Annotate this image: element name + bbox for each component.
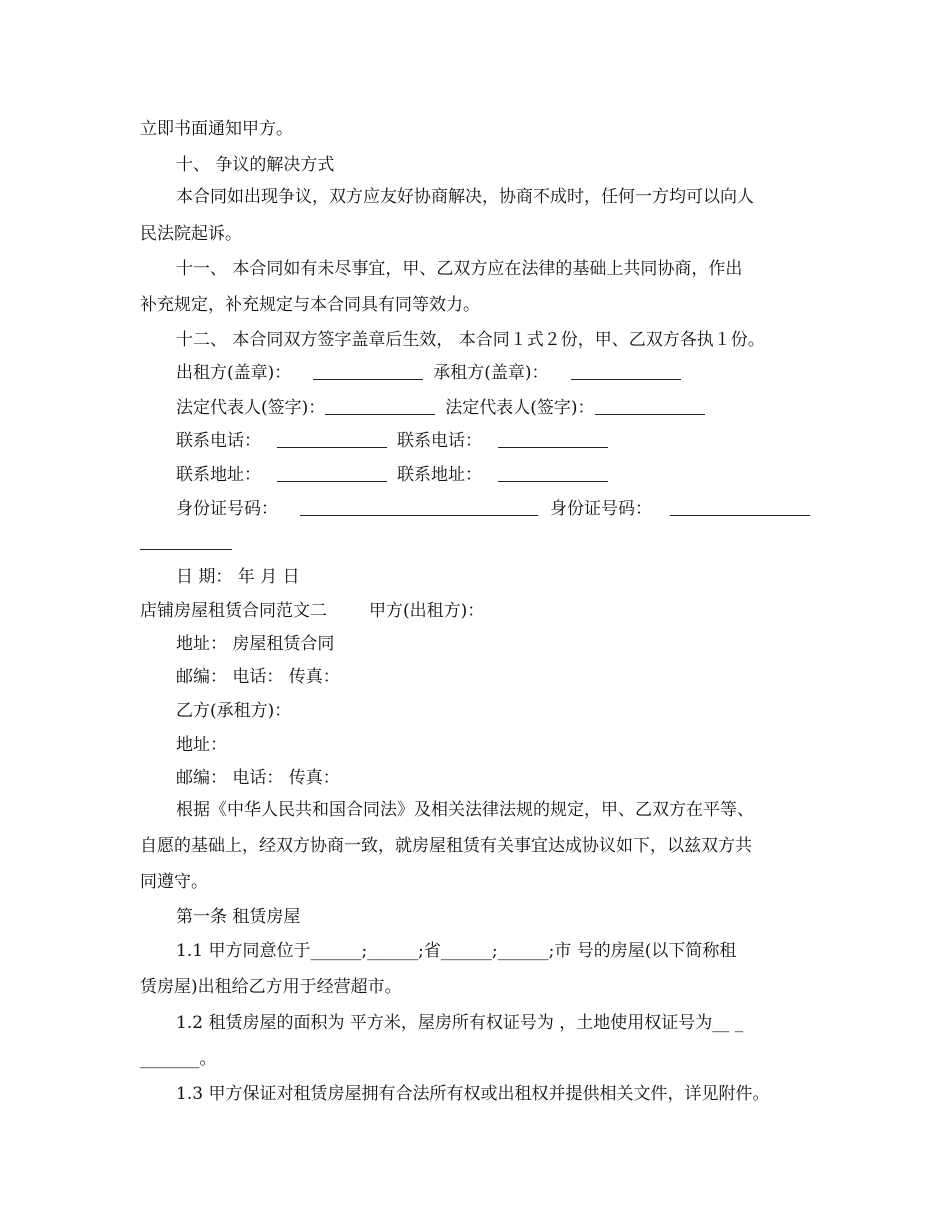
signature-row: [176, 397, 705, 419]
lessor-rep-blank: [325, 398, 435, 415]
section-heading: 十、 争议的解决方式: [176, 155, 335, 175]
lessee-rep-label: 法定代表人(签字)：: [445, 398, 595, 418]
text-line: 自愿的基础上，经双方协商一致，就房屋租赁有关事宜达成协议如下，以兹双方共: [140, 836, 752, 856]
lessee-address-blank: [498, 465, 608, 482]
lessor-phone-label: 联系电话：: [176, 431, 261, 451]
text-line: 同遵守。: [140, 872, 208, 892]
text-line: 1.1 甲方同意位于______;______;省______;______;市 号的房屋(以下简称租: [176, 941, 737, 961]
text-line: 邮编： 电话： 传真：: [176, 768, 340, 788]
text-line: 民法院起诉。: [140, 224, 242, 244]
text-line: 立即书面通知甲方。: [140, 119, 293, 139]
signature-row: [176, 464, 608, 486]
lessor-rep-label: 法定代表人(签字)：: [176, 398, 326, 418]
lessee-phone-blank: [498, 431, 608, 448]
text-line: 十二、 本合同双方签字盖章后生效， 本合同１式２份，甲、乙双方各执１份。: [176, 330, 765, 350]
lessee-seal-blank: [571, 363, 681, 380]
text-line: 1.2 租赁房屋的面积为 平方米，屋房所有权证号为 ，土地使用权证号为__ _: [176, 1013, 744, 1033]
text-line: 1.3 甲方保证对租赁房屋拥有合法所有权或出租权并提供相关文件，详见附件。: [176, 1084, 770, 1104]
text-line: _______。: [140, 1049, 217, 1069]
section-title-row: [140, 600, 484, 622]
lessee-id-label: 身份证号码：: [550, 499, 652, 519]
party-a-label: 甲方(出租方)：: [369, 601, 485, 621]
article-heading: 第一条 租赁房屋: [176, 907, 301, 927]
text-line: 本合同如出现争议，双方应友好协商解决，协商不成时，任何一方均可以向人: [176, 187, 754, 207]
text-line: 赁房屋)出租给乙方用于经营超市。: [140, 977, 402, 997]
contract-title: 店铺房屋租赁合同范文二: [140, 601, 327, 621]
lessor-id-blank: [300, 499, 538, 516]
text-line: 补充规定，补充规定与本合同具有同等效力。: [140, 295, 480, 315]
lessor-address-blank: [277, 465, 387, 482]
lessee-rep-blank: [595, 398, 705, 415]
lessor-seal-label: 出租方(盖章)：: [176, 363, 292, 383]
text-line: 乙方(承租方)：: [176, 701, 292, 721]
date-line: 日 期： 年 月 日: [176, 567, 300, 587]
signature-row: [176, 362, 681, 384]
lessor-id-label: 身份证号码：: [176, 499, 278, 519]
text-line: 邮编： 电话： 传真：: [176, 667, 340, 687]
lessor-phone-blank: [277, 431, 387, 448]
text-line: 十一、 本合同如有未尽事宜，甲、乙双方应在法律的基础上共同协商，作出: [176, 259, 743, 279]
lessee-id-blank: [670, 499, 810, 516]
lessor-seal-blank: [313, 363, 423, 380]
signature-row: [176, 430, 608, 452]
id-blank-continued: [140, 532, 232, 554]
lessee-seal-label: 承租方(盖章)：: [433, 363, 549, 383]
text-line: 地址： 房屋租赁合同: [176, 634, 335, 654]
signature-row: [176, 498, 810, 520]
lessee-phone-label: 联系电话：: [397, 431, 482, 451]
lessee-address-label: 联系地址：: [397, 465, 482, 485]
text-line: 地址：: [176, 735, 227, 755]
text-line: 根据《中华人民共和国合同法》及相关法律法规的规定，甲、乙双方在平等、: [176, 800, 754, 820]
lessor-address-label: 联系地址：: [176, 465, 261, 485]
